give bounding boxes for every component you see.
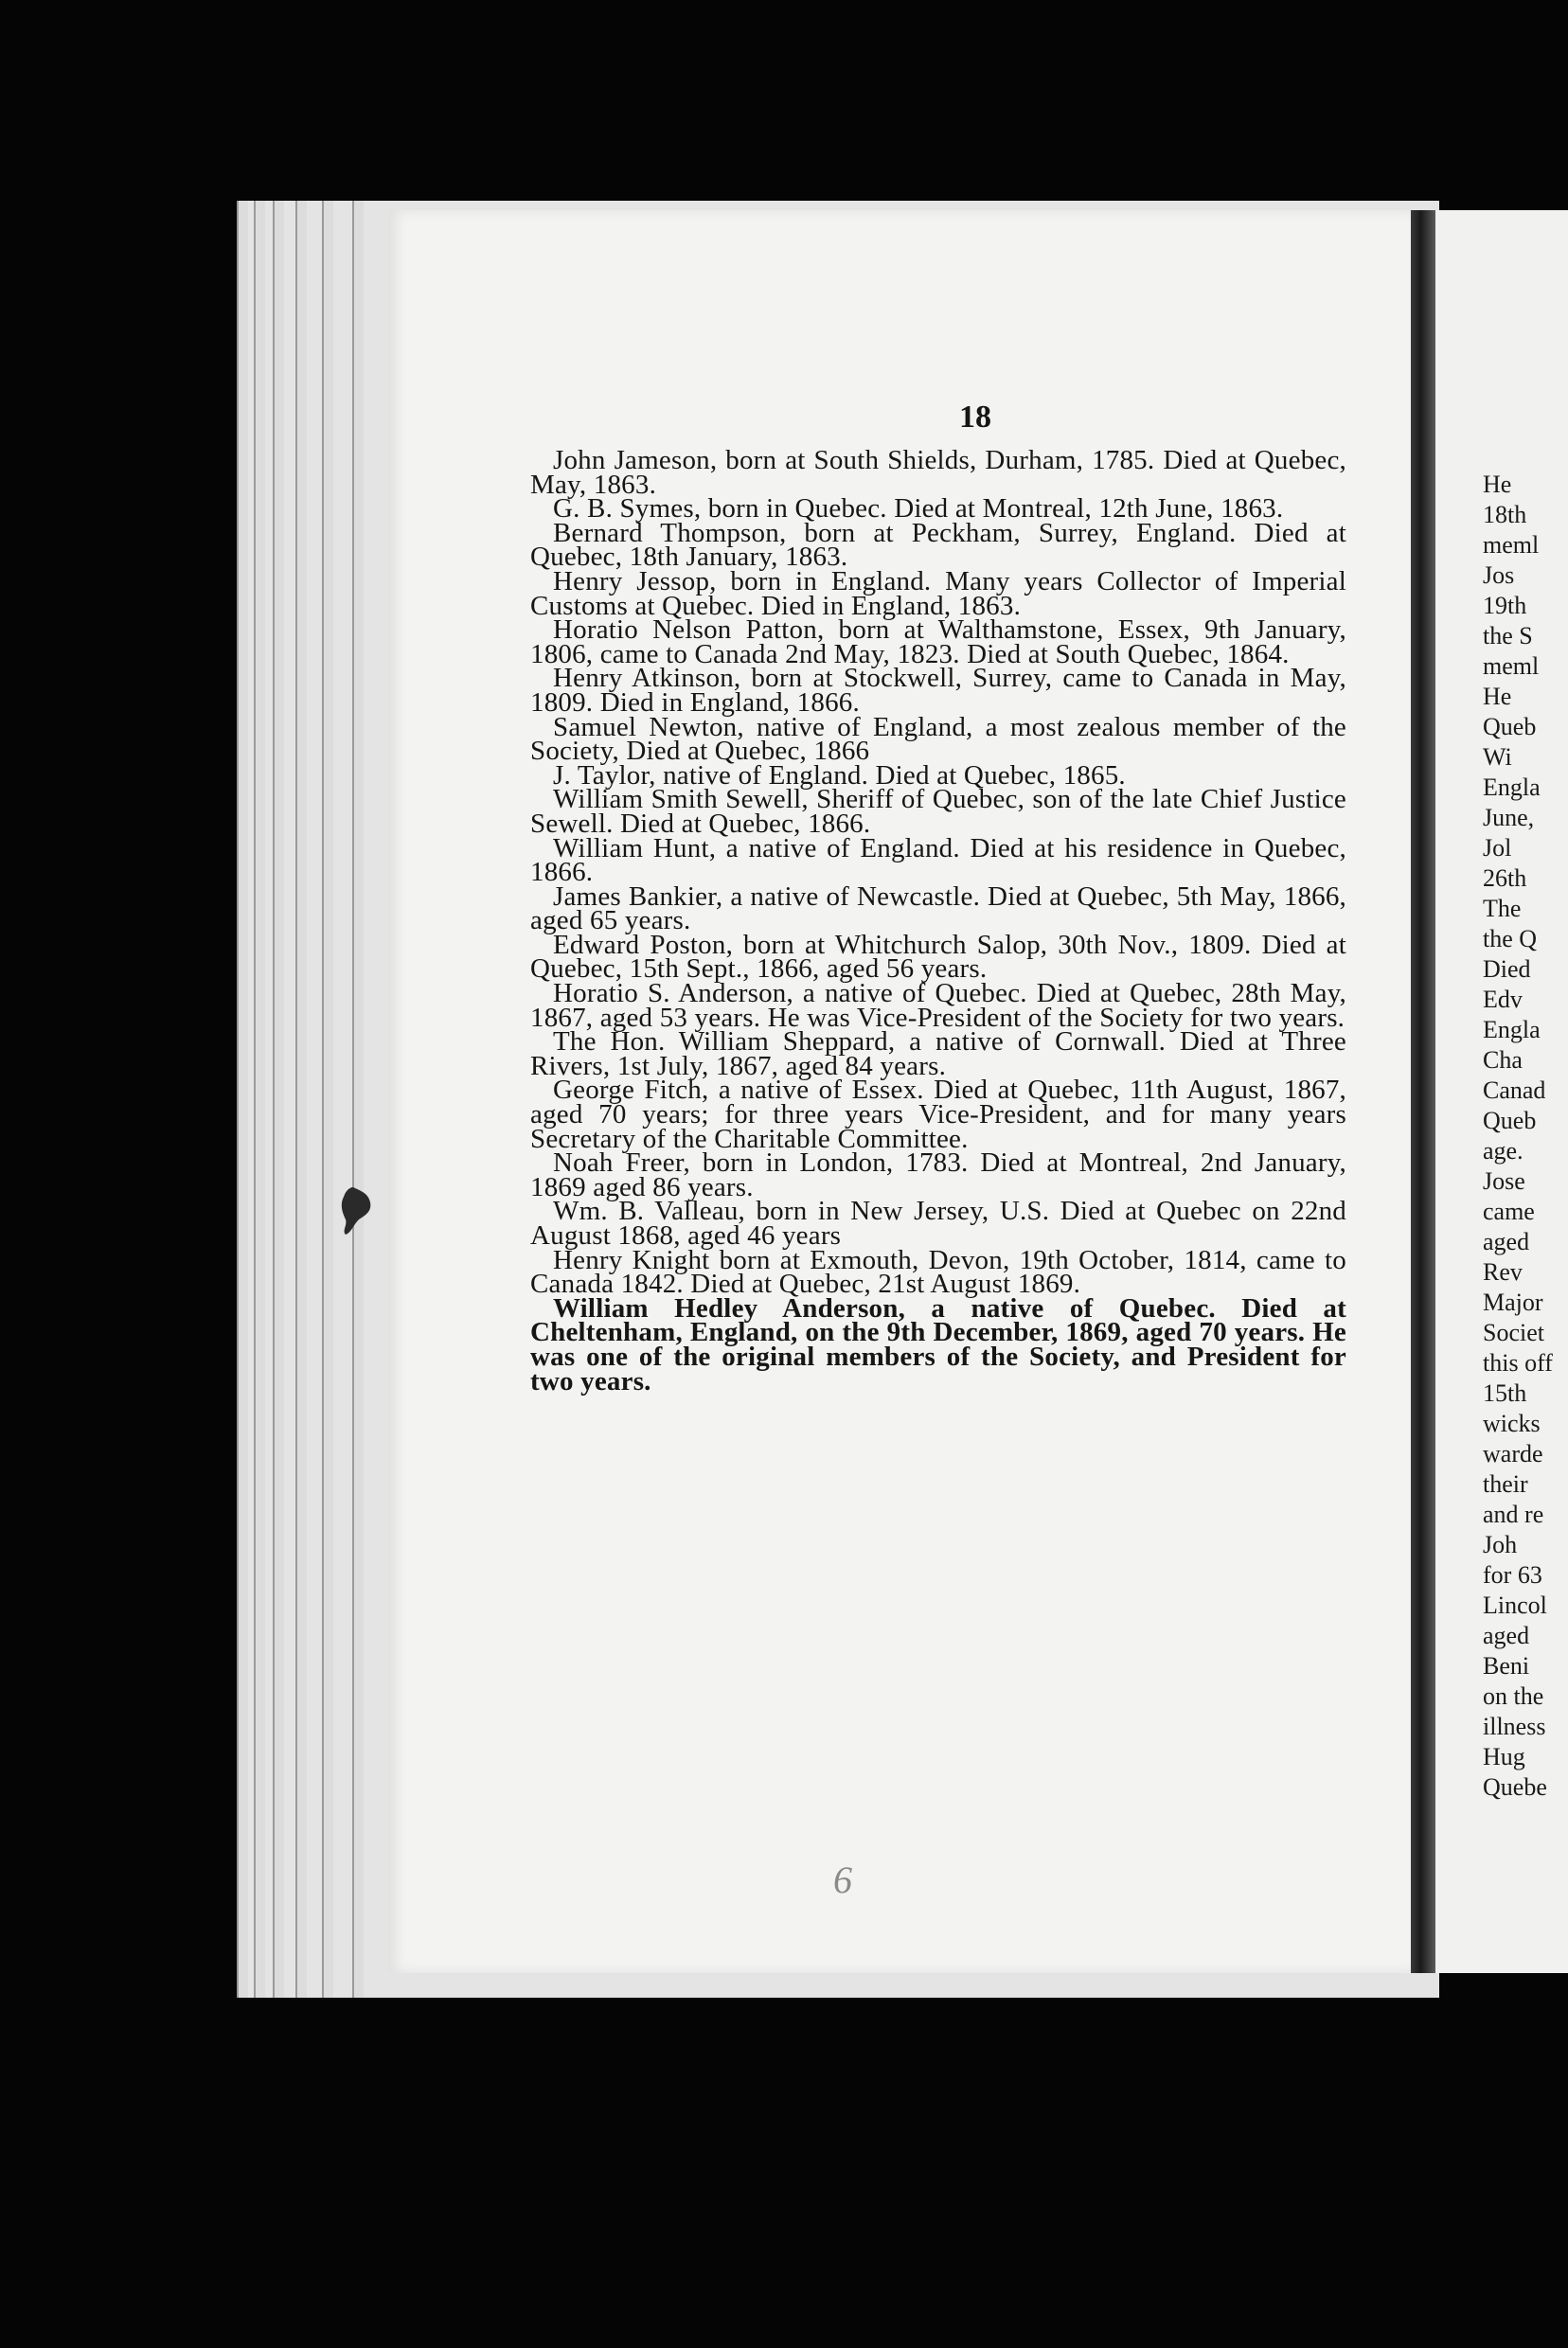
facing-page-line: meml xyxy=(1483,652,1540,680)
facing-page-line: and re xyxy=(1483,1501,1544,1528)
handwritten-folio-mark: 6 xyxy=(833,1859,852,1901)
facing-page-line: meml xyxy=(1483,531,1540,559)
facing-page-line: illness xyxy=(1483,1713,1546,1740)
facing-page-line: on the xyxy=(1483,1682,1544,1710)
facing-page-line: Lincol xyxy=(1483,1592,1547,1619)
facing-page-line: Wi xyxy=(1483,743,1512,771)
facing-page-line: 18th xyxy=(1483,501,1527,528)
facing-page-line: warde xyxy=(1483,1440,1543,1468)
page-edge xyxy=(352,201,364,1998)
facing-page-line: Beni xyxy=(1483,1652,1530,1680)
obituary-entry: The Hon. William Sheppard, a native of Cornwall. Died at Three Rivers, 1st July, 1867, aged 84 years. xyxy=(530,1026,1346,1081)
facing-page-line: Hug xyxy=(1483,1743,1525,1770)
obituary-entry: Henry Knight born at Exmouth, Devon, 19th October, 1814, came to Canada 1842. Died at Quebec, 21st August 1869. xyxy=(530,1244,1346,1300)
page-edge xyxy=(322,201,333,1998)
facing-page-line: Queb xyxy=(1483,1107,1537,1134)
facing-page-line: The xyxy=(1483,895,1522,922)
facing-page-line: wicks xyxy=(1483,1410,1541,1437)
obituary-entry: William Hedley Anderson, a native of Quebec. Died at Cheltenham, England, on the 9th December, 1869, aged 70 years. He was one of the original members of the Society, and President for two years. xyxy=(530,1292,1346,1396)
obituary-entry: William Hunt, a native of England. Died at his residence in Quebec, 1866. xyxy=(530,832,1346,888)
obituary-entry: G. B. Symes, born in Quebec. Died at Montreal, 12th June, 1863. xyxy=(553,493,1284,525)
obituary-entry: Samuel Newton, native of England, a most zealous member of the Society, Died at Quebec, 1866 xyxy=(530,711,1346,767)
obituary-entry: George Fitch, a native of Essex. Died at Quebec, 11th August, 1867, aged 70 years; for three years Vice-President, and for many years Secretary of the Charitable Committee. xyxy=(530,1075,1346,1154)
obituary-list xyxy=(530,445,1346,1396)
facing-page-line: aged xyxy=(1483,1228,1530,1255)
obituary-entry: Edward Poston, born at Whitchurch Salop, 30th Nov., 1809. Died at Quebec, 15th Sept., 1866, aged 56 years. xyxy=(530,929,1346,985)
obituary-entry: John Jameson, born at South Shields, Durham, 1785. Died at Quebec, May, 1863. xyxy=(530,445,1346,500)
ink-blot-icon xyxy=(336,1183,376,1238)
obituary-entry: Bernard Thompson, born at Peckham, Surrey, England. Died at Quebec, 18th January, 1863. xyxy=(530,517,1346,573)
facing-page-line: Engla xyxy=(1483,1016,1541,1043)
facing-page-line: Canad xyxy=(1483,1076,1546,1104)
obituary-entry: James Bankier, a native of Newcastle. Died at Quebec, 5th May, 1866, aged 65 years. xyxy=(530,880,1346,936)
page-number: 18 xyxy=(959,400,991,435)
facing-page-line: came xyxy=(1483,1198,1535,1225)
facing-page-line: June, xyxy=(1483,804,1535,831)
obituary-entry: Henry Atkinson, born at Stockwell, Surrey, came to Canada in May, 1809. Died in England, 1866. xyxy=(530,663,1346,718)
facing-page-text xyxy=(1483,470,1568,1803)
facing-page-line: 15th xyxy=(1483,1379,1527,1407)
facing-page-line: Jos xyxy=(1483,561,1515,589)
facing-page-line: Jose xyxy=(1483,1167,1525,1195)
facing-page-line: their xyxy=(1483,1470,1528,1498)
obituary-entry: Henry Jessop, born in England. Many years Collector of Imperial Customs at Quebec. Died in England, 1863. xyxy=(530,565,1346,621)
facing-page-line: the S xyxy=(1483,622,1533,649)
facing-page-line: He xyxy=(1483,683,1512,710)
facing-page-line: Societ xyxy=(1483,1319,1544,1346)
obituary-entry: Horatio S. Anderson, a native of Quebec. Died at Quebec, 28th May, 1867, aged 53 years. He was Vice-President of the Society for two years. xyxy=(530,978,1346,1033)
page-edge xyxy=(254,201,265,1998)
facing-page-line: Engla xyxy=(1483,774,1541,801)
facing-page-line: Rev xyxy=(1483,1258,1523,1286)
page-edge xyxy=(273,201,284,1998)
facing-page-line: Major xyxy=(1483,1289,1543,1316)
facing-page-line: Cha xyxy=(1483,1046,1523,1074)
facing-page-line: age. xyxy=(1483,1137,1523,1165)
facing-page-line: for 63 xyxy=(1483,1561,1542,1589)
page-edge xyxy=(237,201,248,1998)
book-gutter xyxy=(1411,210,1435,1973)
facing-page-line: Quebe xyxy=(1483,1773,1547,1801)
facing-page-line: He xyxy=(1483,471,1512,498)
page-edge xyxy=(295,201,307,1998)
facing-page-line: Died xyxy=(1483,955,1531,983)
facing-page-line: aged xyxy=(1483,1622,1530,1649)
facing-page-line: Jol xyxy=(1483,834,1512,862)
obituary-entry: William Smith Sewell, Sheriff of Quebec, son of the late Chief Justice Sewell. Died at Quebec, 1866. xyxy=(530,784,1346,839)
facing-page-line: Queb xyxy=(1483,713,1537,740)
obituary-entry: Wm. B. Valleau, born in New Jersey, U.S. Died at Quebec on 22nd August 1868, aged 46 years xyxy=(530,1196,1346,1251)
obituary-entry: Noah Freer, born in London, 1783. Died at Montreal, 2nd January, 1869 aged 86 years. xyxy=(530,1147,1346,1202)
facing-page-line: Edv xyxy=(1483,986,1523,1013)
facing-page-line: 19th xyxy=(1483,592,1527,619)
facing-page-line: 26th xyxy=(1483,864,1527,892)
obituary-entry: Horatio Nelson Patton, born at Walthamstone, Essex, 9th January, 1806, came to Canada 2nd May, 1823. Died at South Quebec, 1864. xyxy=(530,614,1346,669)
facing-page-line: this off xyxy=(1483,1349,1553,1377)
obituary-entry: J. Taylor, native of England. Died at Quebec, 1865. xyxy=(553,759,1126,791)
facing-page-line: the Q xyxy=(1483,925,1538,952)
facing-page-line: Joh xyxy=(1483,1531,1518,1558)
